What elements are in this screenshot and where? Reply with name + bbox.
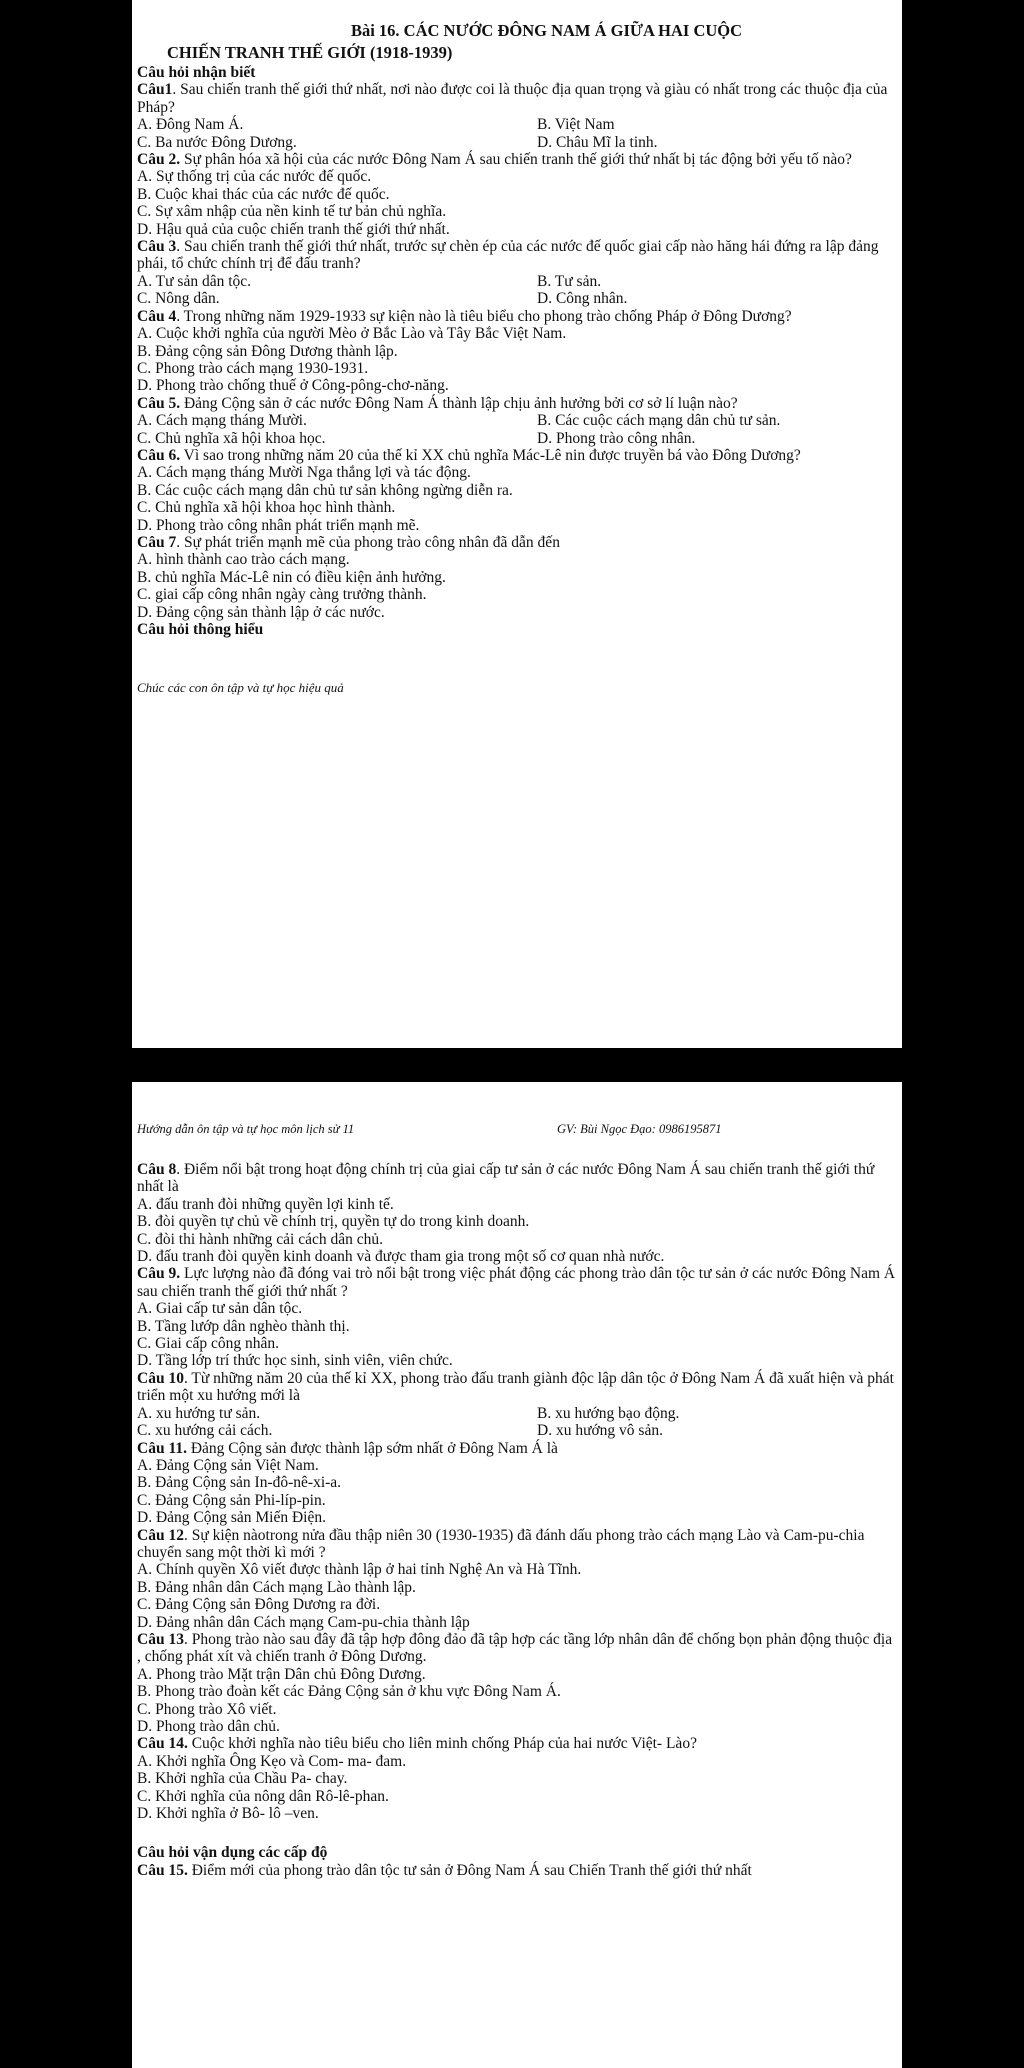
option: D. Tầng lớp trí thức học sinh, sinh viên, viên chức. (137, 1352, 453, 1370)
question-6: Câu 6. Vì sao trong những năm 20 của thế kỉ XX chủ nghĩa Mác-Lê nin được truyền bá vào Đông Dương? (137, 446, 801, 464)
option: A. Cuộc khởi nghĩa của người Mèo ở Bắc Lào và Tây Bắc Việt Nam. (137, 325, 567, 343)
question-1: Câu1. Sau chiến tranh thế giới thứ nhất, nơi nào được coi là thuộc địa quan trọng và giàu có nhất trong các thuộc địa của Pháp? (137, 81, 888, 116)
question-8: Câu 8. Điểm nổi bật trong hoạt động chính trị của giai cấp tư sản ở các nước Đông Nam Á sau chiến tranh thế giới thứ nhất là (137, 1161, 875, 1196)
option: C. đòi thi hành những cải cách dân chủ. (137, 1230, 384, 1248)
option: B. Phong trào đoàn kết các Đảng Cộng sản ở khu vực Đông Nam Á. (137, 1683, 561, 1701)
option: C. Chủ nghĩa xã hội khoa học hình thành. (137, 499, 396, 517)
option: A. hình thành cao trào cách mạng. (137, 551, 350, 569)
option: C. giai cấp công nhân ngày càng trưởng thành. (137, 586, 427, 604)
option: D. Châu Mĩ la tinh. (537, 133, 658, 151)
option: B. Việt Nam (537, 116, 615, 134)
option: B. Tầng lướp dân nghèo thành thị. (137, 1317, 350, 1335)
option: C. Khởi nghĩa của nông dân Rô-lê-phan. (137, 1787, 389, 1805)
option: A. đấu tranh đòi những quyền lợi kinh tế. (137, 1195, 394, 1213)
option: D. Đảng nhân dân Cách mạng Cam-pu-chia thành lập (137, 1613, 470, 1631)
option: D. Khởi nghĩa ở Bô- lô –ven. (137, 1805, 319, 1823)
option: A. Cách mạng tháng Mười Nga thắng lợi và tác động. (137, 464, 471, 482)
option: C. Phong trào Xô viết. (137, 1700, 277, 1718)
question-5: Câu 5. Đảng Cộng sản ở các nước Đông Nam Á thành lập chịu ảnh hưởng bởi cơ sở lí luận nào? (137, 394, 738, 412)
option: B. đòi quyền tự chủ về chính trị, quyền tự do trong kinh doanh. (137, 1213, 530, 1231)
question-2: Câu 2. Sự phân hóa xã hội của các nước Đông Nam Á sau chiến tranh thế giới thứ nhất bị tác động bởi yếu tố nào? (137, 151, 852, 169)
option: A. Tư sản dân tộc. (137, 272, 252, 290)
question-10-options-ab (137, 1405, 896, 1422)
option: A. xu hướng tư sản. (137, 1404, 261, 1422)
question-10: Câu 10. Từ những năm 20 của thế kỉ XX, phong trào đấu tranh giành độc lập dân tộc ở Đông Nam Á đã xuất hiện và phát triển một xu hướng mới là (137, 1369, 894, 1405)
option: D. Phong trào dân chủ. (137, 1718, 280, 1735)
page-header (137, 1122, 896, 1137)
question-14: Câu 14. Cuộc khởi nghĩa nào tiêu biểu cho liên minh chống Pháp của hai nước Việt- Lào? (137, 1735, 697, 1753)
option: C. Đảng Cộng sản Phi-líp-pin. (137, 1491, 326, 1509)
option: C. Sự xâm nhập của nền kinh tế tư bản chủ nghĩa. (137, 203, 447, 221)
option: B. Tư sản. (537, 272, 602, 290)
option: B. chủ nghĩa Mác-Lê nin có điều kiện ảnh hưởng. (137, 568, 446, 586)
question-5-options-ab (137, 412, 896, 429)
option: C. Giai cấp công nhân. (137, 1335, 280, 1353)
option: B. Đảng cộng sản Đông Dương thành lập. (137, 342, 398, 360)
option: A. Giai cấp tư sản dân tộc. (137, 1300, 303, 1318)
option: A. Phong trào Mặt trận Dân chủ Đông Dương. (137, 1665, 426, 1683)
question-13: Câu 13. Phong trào nào sau đây đã tập hợp đông đảo đã tập hợp các tầng lớp nhân dân để chống bọn phản động thuộc địa , chống phát xít và chiến tranh ở Đông Dương. (137, 1630, 893, 1666)
question-15: Câu 15. Điểm mới của phong trào dân tộc tư sản ở Đông Nam Á sau Chiến Tranh thế giới thứ nhất (137, 1861, 752, 1879)
lesson-subtitle: CHIẾN TRANH THẾ GIỚI (1918-1939) (167, 43, 453, 62)
option: A. Cách mạng tháng Mười. (137, 412, 307, 430)
header-teacher: GV: Bùi Ngọc Đạo: 0986195871 (557, 1122, 722, 1136)
option: D. Phong trào chống thuế ở Công-pông-chơ-năng. (137, 377, 449, 395)
question-5-options-cd (137, 430, 896, 447)
question-10-options-cd (137, 1422, 896, 1439)
question-3-options-ab (137, 273, 896, 290)
option: B. Các cuộc cách mạng dân chủ tư sản không ngừng diễn ra. (137, 481, 513, 499)
option: B. Các cuộc cách mạng dân chủ tư sản. (537, 412, 781, 430)
option: D. Phong trào công nhân. (537, 429, 696, 447)
option: B. Đảng nhân dân Cách mạng Lào thành lập. (137, 1578, 416, 1596)
question-9: Câu 9. Lực lượng nào đã đóng vai trò nổi bật trong việc phát động các phong trào dân tộc tư sản ở các nước Đông Nam Á sau chiến tranh thế giới thứ nhất ? (137, 1265, 896, 1300)
option: D. Hậu quả của cuộc chiến tranh thế giới thứ nhất. (137, 220, 450, 238)
closing-note: Chúc các con ôn tập và tự học hiệu quả (137, 680, 344, 696)
section-heading-recognition: Câu hỏi nhận biết (137, 64, 256, 81)
option: C. Đảng Cộng sản Đông Dương ra đời. (137, 1596, 381, 1614)
option: D. Phong trào công nhân phát triển mạnh mẽ. (137, 516, 420, 534)
option: B. Khởi nghĩa của Chầu Pa- chay. (137, 1770, 348, 1788)
question-11: Câu 11. Đảng Cộng sản được thành lập sớm nhất ở Đông Nam Á là (137, 1439, 558, 1457)
option: A. Đảng Cộng sản Việt Nam. (137, 1456, 319, 1474)
option: D. Đảng Cộng sản Miến Điện. (137, 1509, 326, 1527)
option: D. đấu tranh đòi quyền kinh doanh và được tham gia trong một số cơ quan nhà nước. (137, 1248, 665, 1266)
option: B. Đảng Cộng sản In-đô-nê-xi-a. (137, 1474, 342, 1492)
question-4: Câu 4. Trong những năm 1929-1933 sự kiện nào là tiêu biểu cho phong trào chống Pháp ở Đông Dương? (137, 307, 792, 325)
option: A. Khởi nghĩa Ông Kẹo và Com- ma- đam. (137, 1752, 407, 1770)
document-page-1 (132, 0, 902, 1048)
option: B. xu hướng bạo động. (537, 1404, 680, 1422)
document-page-2 (132, 1082, 902, 2068)
option: A. Đông Nam Á. (137, 116, 244, 134)
question-1-options-cd (137, 134, 896, 151)
option: D. xu hướng vô sản. (537, 1422, 663, 1440)
section-heading-understanding: Câu hỏi thông hiểu (137, 621, 264, 638)
question-3-options-cd (137, 290, 896, 307)
option: D. Công nhân. (537, 290, 628, 308)
question-1-options-ab (137, 116, 896, 133)
section-heading-application: Câu hỏi vận dụng các cấp độ (137, 1844, 328, 1862)
header-course: Hướng dẫn ôn tập và tự học môn lịch sử 11 (137, 1122, 355, 1136)
option: C. xu hướng cải cách. (137, 1422, 273, 1440)
option: C. Nông dân. (137, 290, 220, 308)
option: C. Ba nước Đông Dương. (137, 133, 297, 151)
question-3: Câu 3. Sau chiến tranh thế giới thứ nhất, trước sự chèn ép của các nước đế quốc giai cấp nào hăng hái đứng ra lập đảng phái, tổ chức chính trị để đấu tranh? (137, 238, 879, 273)
question-12: Câu 12. Sự kiện nàotrong nửa đầu thập niên 30 (1930-1935) đã đánh dấu phong trào cách mạng Lào và Cam-pu-chia chuyển sang một thời kì mới ? (137, 1526, 865, 1561)
option: A. Sự thống trị của các nước đế quốc. (137, 168, 372, 186)
lesson-title: Bài 16. CÁC NƯỚC ĐÔNG NAM Á GIỮA HAI CUỘC (350, 21, 743, 40)
option: C. Phong trào cách mạng 1930-1931. (137, 359, 369, 377)
option: C. Chủ nghĩa xã hội khoa học. (137, 429, 326, 447)
question-7: Câu 7. Sự phát triển mạnh mẽ của phong trào công nhân đã dẫn đến (137, 533, 560, 551)
option: B. Cuộc khai thác của các nước đế quốc. (137, 185, 390, 203)
option: D. Đảng cộng sản thành lập ở các nước. (137, 603, 385, 621)
option: A. Chính quyền Xô viết được thành lập ở hai tỉnh Nghệ An và Hà Tĩnh. (137, 1561, 582, 1579)
